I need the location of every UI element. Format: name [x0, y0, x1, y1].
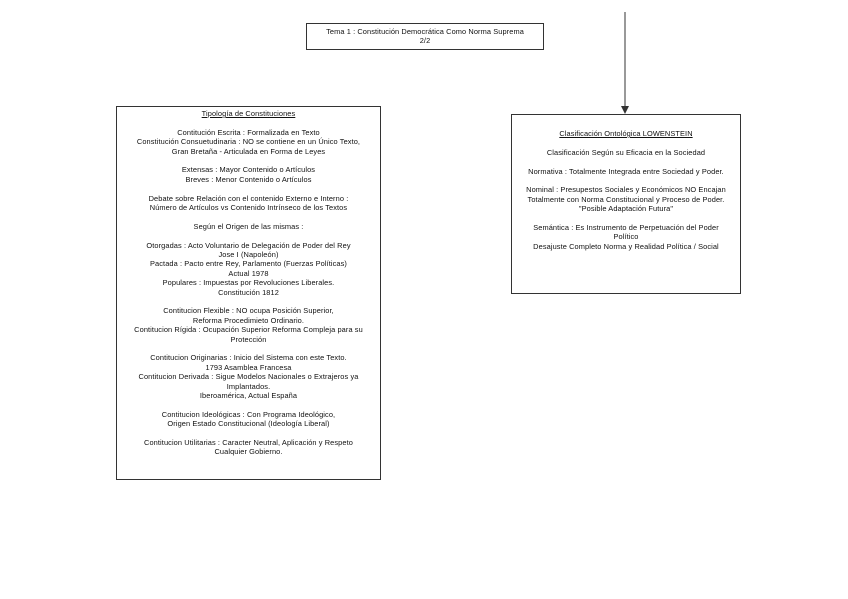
blank-line: [117, 156, 380, 165]
blank-line: [117, 297, 380, 306]
arrow-head-icon: [621, 106, 629, 114]
text-line: Jose I (Napoleón): [218, 250, 279, 260]
right-text-lines: [518, 138, 734, 251]
blank-line: [117, 118, 380, 127]
left-text-lines: [117, 118, 380, 456]
left-heading: Tipología de Constituciones: [201, 109, 296, 118]
text-line: "Posible Adaptación Futura": [578, 204, 674, 214]
blank-line: [117, 344, 380, 353]
text-line: 1793 Asamblea Francesa: [205, 362, 292, 372]
text-line: Pactada : Pacto entre Rey, Parlamento (Fuerzas Políticas): [150, 259, 347, 269]
text-line: Breves : Menor Contenido o Artículos: [185, 174, 312, 184]
title-box: [306, 23, 544, 50]
text-line: Clasificación Según su Eficacia en la Sociedad: [546, 147, 706, 157]
blank-line: [518, 176, 734, 185]
title-line-1: Tema 1 : Constitución Democrática Como Norma Suprema: [326, 27, 524, 36]
text-line: Implantados.: [226, 381, 271, 391]
text-line: Según el Origen de las mismas :: [193, 221, 304, 231]
blank-line: [518, 157, 734, 166]
text-line: Reforma Procedimieto Ordinario.: [192, 315, 305, 325]
constitution-typology-box: [116, 106, 381, 480]
blank-line: [117, 212, 380, 221]
text-line: Contitucion Ideológicas : Con Programa Ideológico,: [161, 409, 336, 419]
text-line: Totalmente con Norma Constitucional y Proceso de Poder.: [527, 194, 725, 204]
text-line: Contitucion Rígida : Ocupación Superior Reforma Compleja para su: [134, 325, 363, 335]
text-line: Gran Bretaña - Articulada en Forma de Leyes: [171, 146, 326, 156]
blank-line: [117, 231, 380, 240]
blank-line: [117, 429, 380, 438]
text-line: Normativa : Totalmente Integrada entre Sociedad y Poder.: [528, 166, 724, 176]
right-heading: Clasificación Ontológica LOWENSTEIN: [559, 129, 693, 138]
text-line: Iberoamérica, Actual España: [199, 391, 298, 401]
text-line: Contitucion Originarias : Inicio del Sistema con este Texto.: [150, 353, 347, 363]
text-line: Protección: [230, 334, 267, 344]
text-line: Cualquier Gobierno.: [214, 447, 283, 457]
lowenstein-classification-box: [511, 114, 741, 294]
blank-line: [117, 400, 380, 409]
blank-line: [518, 214, 734, 223]
text-line: Extensas : Mayor Contenido o Artículos: [181, 165, 316, 175]
text-line: Nominal : Presupestos Sociales y Económicos NO Encajan: [526, 185, 726, 195]
text-line: Contitucion Derivada : Sigue Modelos Nacionales o Extrajeros ya: [138, 372, 359, 382]
text-line: Contitucion Flexible : NO ocupa Posición Superior,: [163, 306, 334, 316]
text-line: Contitucion Utilitarias : Caracter Neutral, Aplicación y Respeto: [144, 438, 353, 448]
text-line: Constitución 1812: [218, 287, 279, 297]
text-line: Semántica : Es Instrumento de Perpetuación del Poder: [533, 223, 719, 232]
text-line: Actual 1978: [228, 268, 269, 278]
text-line: Origen Estado Constitucional (Ideología Liberal): [167, 419, 330, 429]
text-line: Debate sobre Relación con el contenido Externo e Interno :: [148, 193, 349, 203]
title-line-2: 2/2: [419, 36, 431, 46]
text-line: Contitución Escrita : Formalizada en Texto: [177, 127, 320, 137]
text-line: Otorgadas : Acto Voluntario de Delegación de Poder del Rey: [146, 240, 351, 250]
blank-line: [518, 138, 734, 147]
blank-line: [117, 184, 380, 193]
text-line: Político: [613, 232, 639, 242]
text-line: Constitución Consuetudinaria : NO se contiene en un Único Texto,: [136, 137, 361, 147]
text-line: Populares : Impuestas por Revoluciones Liberales.: [162, 278, 335, 288]
text-line: Desajuste Completo Norma y Realidad Política / Social: [533, 241, 719, 251]
text-line: Número de Artículos vs Contenido Intrínseco de los Textos: [149, 203, 348, 213]
